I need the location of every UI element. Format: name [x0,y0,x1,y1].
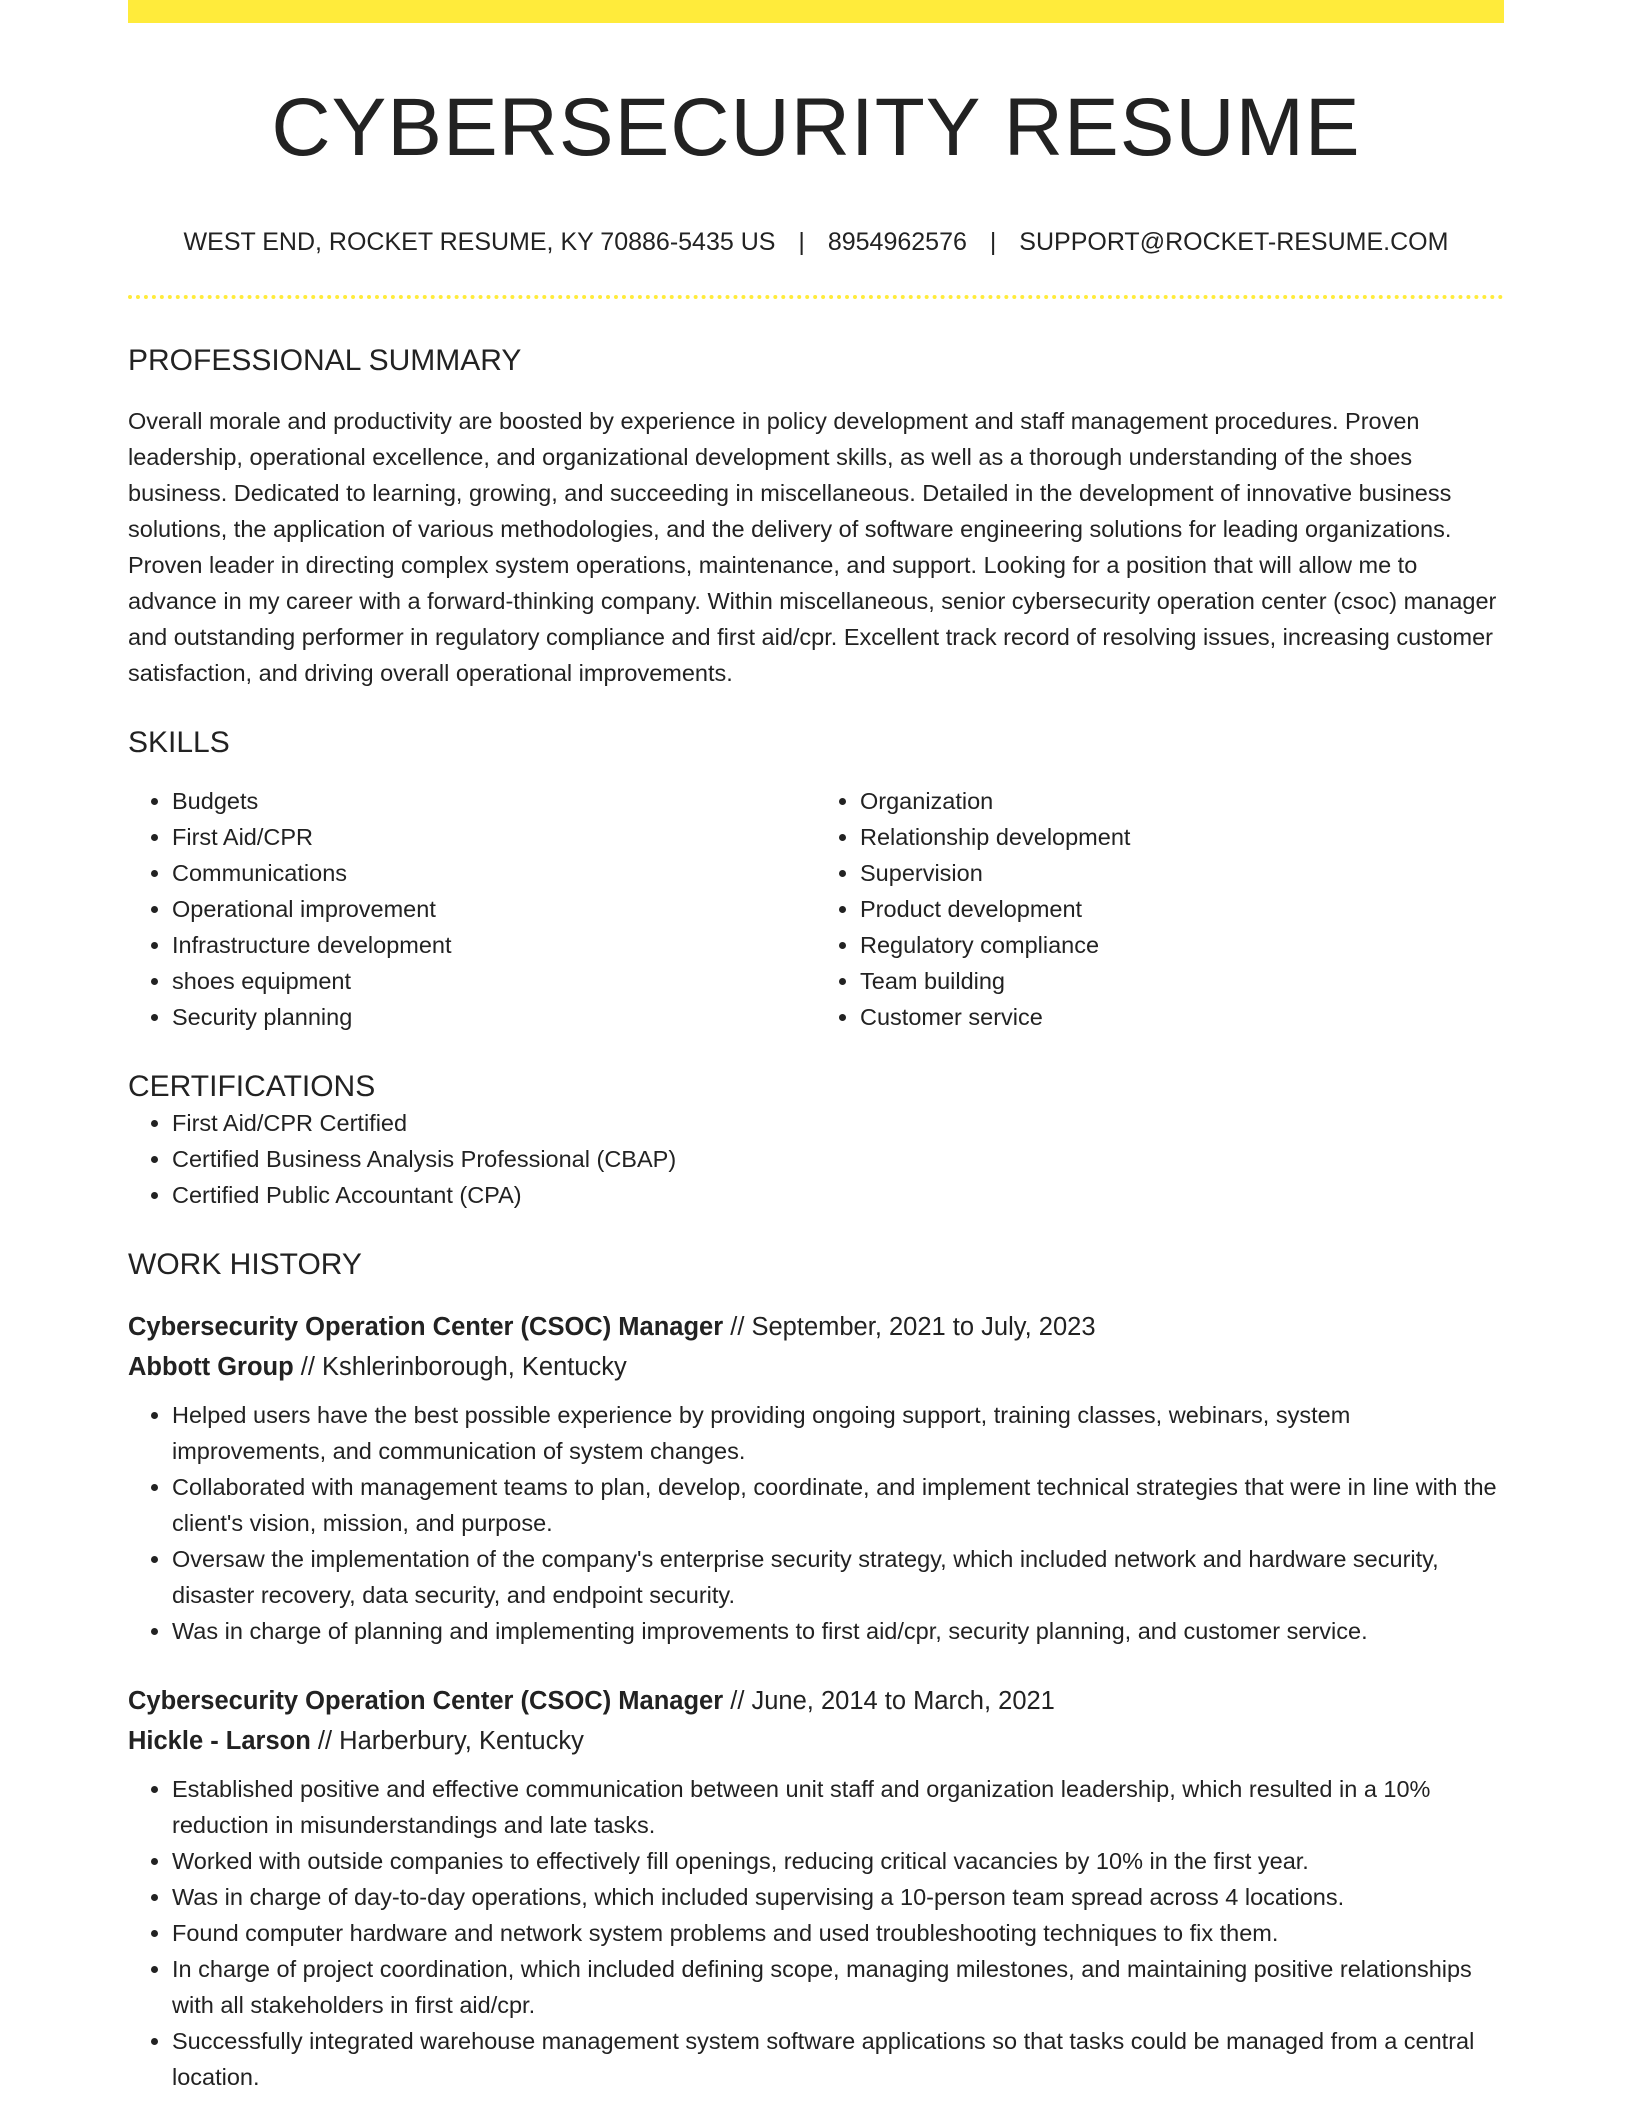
certifications-list [128,1105,1504,1213]
resume-page [128,0,1504,2095]
contact-address: WEST END, ROCKET RESUME, KY 70886-5435 US [183,228,776,257]
section-title-skills: SKILLS [128,726,230,760]
list-item: • In charge of project coordination, which included defining scope, managing milestones, and maintaining positive relationships with all stakeholders in first aid/cpr. [172,1951,1504,2023]
list-item: • Regulatory compliance [860,927,1504,963]
job-location: // Harberbury, Kentucky [310,1727,584,1756]
list-item: • Worked with outside companies to effectively fill openings, reducing critical vacancies by 10% in the first year. [172,1843,1504,1879]
list-item: • Oversaw the implementation of the company's enterprise security strategy, which included network and hardware security, disaster recovery, data security, and endpoint security. [172,1541,1504,1613]
list-item: • Collaborated with management teams to plan, develop, coordinate, and implement technical strategies that were in line with the client's vision, mission, and purpose. [172,1469,1504,1541]
list-item: • Supervision [860,855,1504,891]
list-item: • Security planning [172,999,816,1035]
work-history-list [128,1307,1504,2095]
list-item: • Relationship development [860,819,1504,855]
resume-title: CYBERSECURITY RESUME [271,82,1361,173]
contact-email: SUPPORT@ROCKET-RESUME.COM [1019,228,1449,257]
list-item: • Operational improvement [172,891,816,927]
skills-list-right [816,783,1504,1035]
contact-separator: | [798,228,805,257]
list-item: • Customer service [860,999,1504,1035]
list-item: • Infrastructure development [172,927,816,963]
list-item: • Helped users have the best possible experience by providing ongoing support, training classes, webinars, system improvements, and communication of system changes. [172,1397,1504,1469]
job-bullets [128,1771,1504,2095]
job-company-line [128,1347,1504,1387]
job-title: Cybersecurity Operation Center (CSOC) Manager [128,1313,724,1342]
job-bullets [128,1397,1504,1649]
list-item: • First Aid/CPR [172,819,816,855]
list-item: • Was in charge of day-to-day operations, which included supervising a 10-person team spread across 4 locations. [172,1879,1504,1915]
section-title-work-history: WORK HISTORY [128,1248,362,1282]
list-item: • Team building [860,963,1504,999]
job-dates: // September, 2021 to July, 2023 [723,1313,1096,1342]
dotted-divider [128,295,1504,299]
job-company-line [128,1721,1504,1761]
list-item: • shoes equipment [172,963,816,999]
accent-top-bar [128,0,1504,23]
section-title-certifications: CERTIFICATIONS [128,1070,376,1104]
list-item: • First Aid/CPR Certified [172,1105,1504,1141]
skills-grid [128,783,1504,1035]
job-location: // Kshlerinborough, Kentucky [293,1353,627,1382]
list-item: • Communications [172,855,816,891]
contact-phone: 8954962576 [827,228,967,257]
list-item: • Found computer hardware and network system problems and used troubleshooting techniques to fix them. [172,1915,1504,1951]
list-item: • Certified Business Analysis Professional (CBAP) [172,1141,1504,1177]
list-item: • Product development [860,891,1504,927]
skills-list-left [128,783,816,1035]
list-item: • Organization [860,783,1504,819]
contact-separator: | [989,228,997,257]
list-item: • Budgets [172,783,816,819]
list-item: • Certified Public Accountant (CPA) [172,1177,1504,1213]
list-item: • Was in charge of planning and implementing improvements to first aid/cpr, security planning, and customer service. [172,1613,1504,1649]
contact-line [128,227,1504,257]
job-entry [128,1681,1504,2095]
section-title-summary: PROFESSIONAL SUMMARY [128,344,522,378]
list-item: • Successfully integrated warehouse management system software applications so that tasks could be managed from a central location. [172,2023,1504,2095]
job-entry [128,1307,1504,1649]
summary-text: Overall morale and productivity are boosted by experience in policy development and staff management procedures. Proven leadership, operational excellence, and organizational development skills, as well as a thorough understanding of the shoes business. Dedicated to learning, growing, and succeeding in miscellaneous. Detailed in the development of innovative business solutions, the application of various methodologies, and the delivery of software engineering solutions for leading organizations. Proven leader in directing complex system operations, maintenance, and support. Looking for a position that will allow me to advance in my career with a forward-thinking company. Within miscellaneous, senior cybersecurity operation center (csoc) manager and outstanding performer in regulatory compliance and first aid/cpr. Excellent track record of resolving issues, increasing customer satisfaction, and driving overall operational improvements. [128,408,1497,687]
job-title-line [128,1307,1504,1347]
job-dates: // June, 2014 to March, 2021 [723,1687,1055,1716]
list-item: • Established positive and effective communication between unit staff and organization leadership, which resulted in a 10% reduction in misunderstandings and late tasks. [172,1771,1504,1843]
job-company: Abbott Group [128,1353,294,1382]
job-title: Cybersecurity Operation Center (CSOC) Manager [128,1687,724,1716]
job-title-line [128,1681,1504,1721]
job-company: Hickle - Larson [128,1727,311,1756]
